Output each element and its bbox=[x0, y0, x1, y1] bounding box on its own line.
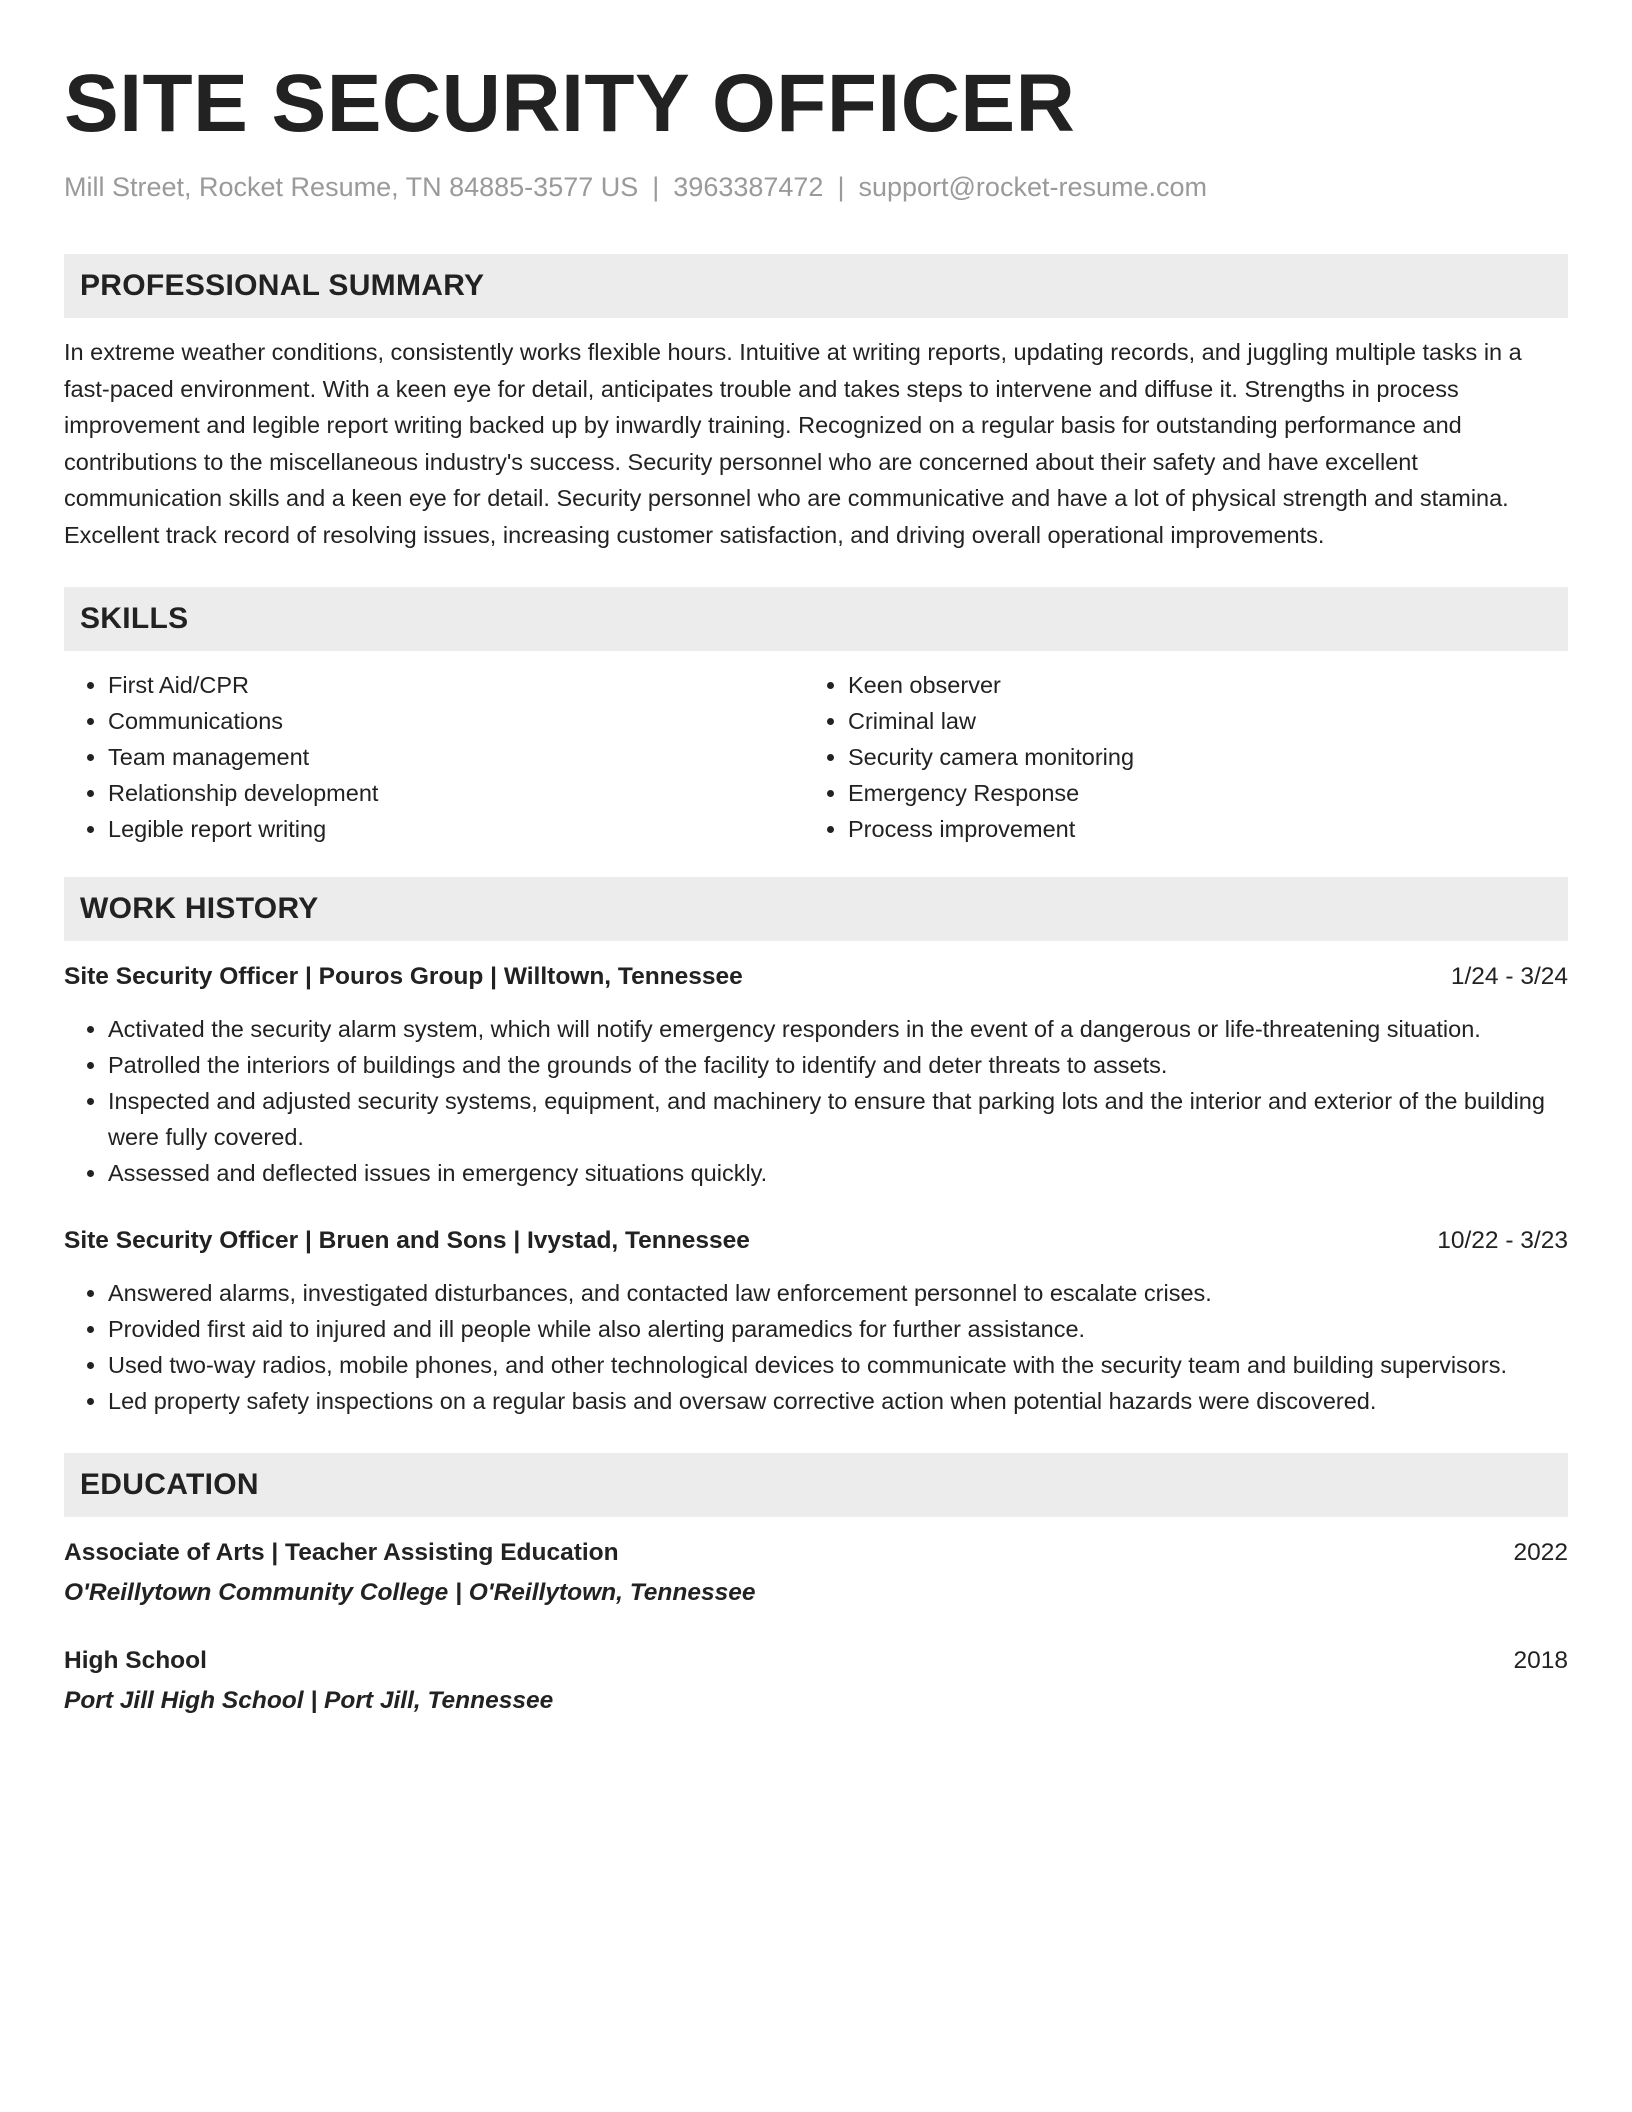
skill-item: • Communications bbox=[108, 703, 804, 739]
skill-item: • Relationship development bbox=[108, 775, 804, 811]
job-bullet: • Activated the security alarm system, which will notify emergency responders in the event of a dangerous or life-threatening situation. bbox=[108, 1011, 1568, 1047]
education-header bbox=[64, 1537, 1568, 1569]
job-bullet: • Patrolled the interiors of buildings and the grounds of the facility to identify and deter threats to assets. bbox=[108, 1047, 1568, 1083]
education-header bbox=[64, 1645, 1568, 1677]
skill-item: • Keen observer bbox=[848, 667, 1544, 703]
skills-column-right bbox=[804, 667, 1544, 847]
skill-item: • Team management bbox=[108, 739, 804, 775]
job-bullet: • Provided first aid to injured and ill people while also alerting paramedics for further assistance. bbox=[108, 1311, 1568, 1347]
job-title: Site Security Officer | Bruen and Sons | Ivystad, Tennessee bbox=[64, 1227, 750, 1254]
job-bullet: • Led property safety inspections on a regular basis and oversaw corrective action when potential hazards were discovered. bbox=[108, 1383, 1568, 1419]
job-bullet: • Used two-way radios, mobile phones, and other technological devices to communicate with the security team and building supervisors. bbox=[108, 1347, 1568, 1383]
contact-email: support@rocket-resume.com bbox=[858, 172, 1207, 202]
skills-column-left bbox=[64, 667, 804, 847]
work-history-heading: WORK HISTORY bbox=[64, 877, 1568, 941]
job-title: Site Security Officer | Pouros Group | Willtown, Tennessee bbox=[64, 963, 743, 990]
job-header bbox=[64, 961, 1568, 993]
education-degree: High School bbox=[64, 1647, 207, 1674]
job-bullet: • Inspected and adjusted security systems, equipment, and machinery to ensure that parking lots and the interior and exterior of the building were fully covered. bbox=[108, 1083, 1568, 1155]
summary-heading: PROFESSIONAL SUMMARY bbox=[64, 254, 1568, 318]
job-entry bbox=[64, 961, 1568, 1191]
skill-item: • Legible report writing bbox=[108, 811, 804, 847]
education-year: 2018 bbox=[1513, 1647, 1568, 1674]
skill-item: • Emergency Response bbox=[848, 775, 1544, 811]
job-date: 10/22 - 3/23 bbox=[1437, 1227, 1568, 1254]
education-heading: EDUCATION bbox=[64, 1453, 1568, 1517]
skill-item: • Criminal law bbox=[848, 703, 1544, 739]
job-bullet: • Answered alarms, investigated disturbances, and contacted law enforcement personnel to escalate crises. bbox=[108, 1275, 1568, 1311]
education-school: O'Reillytown Community College | O'Reillytown, Tennessee bbox=[64, 1579, 756, 1606]
education-entry bbox=[64, 1537, 1568, 1609]
job-bullet: • Assessed and deflected issues in emergency situations quickly. bbox=[108, 1155, 1568, 1191]
contact-separator: | bbox=[652, 172, 660, 202]
skills-list bbox=[64, 667, 1568, 847]
job-bullets bbox=[64, 1011, 1568, 1191]
job-entry bbox=[64, 1225, 1568, 1419]
candidate-name: SITE SECURITY OFFICER bbox=[64, 58, 1076, 149]
skill-item: • Security camera monitoring bbox=[848, 739, 1544, 775]
contact-separator: | bbox=[837, 172, 845, 202]
job-date: 1/24 - 3/24 bbox=[1450, 963, 1568, 990]
skill-item: • Process improvement bbox=[848, 811, 1544, 847]
job-bullets bbox=[64, 1275, 1568, 1419]
contact-phone: 3963387472 bbox=[673, 172, 824, 202]
education-degree: Associate of Arts | Teacher Assisting Education bbox=[64, 1539, 619, 1566]
education-entry bbox=[64, 1645, 1568, 1717]
summary-text: In extreme weather conditions, consistently works flexible hours. Intuitive at writing reports, updating records, and juggling multiple tasks in a fast-paced environment. With a keen eye for detail, anticipates trouble and takes steps to intervene and diffuse it. Strengths in process improvement and legible report writing backed up by inwardly training. Recognized on a regular basis for outstanding performance and contributions to the miscellaneous industry's success. Security personnel who are concerned about their safety and have excellent communication skills and a keen eye for detail. Security personnel who are communicative and have a lot of physical strength and stamina. Excellent track record of resolving issues, increasing customer satisfaction, and driving overall operational improvements. bbox=[64, 339, 1522, 548]
education-school: Port Jill High School | Port Jill, Tennessee bbox=[64, 1687, 554, 1714]
skills-heading: SKILLS bbox=[64, 587, 1568, 651]
contact-line bbox=[64, 170, 1568, 204]
education-year: 2022 bbox=[1513, 1539, 1568, 1566]
contact-address: Mill Street, Rocket Resume, TN 84885-3577 US bbox=[64, 172, 639, 202]
job-header bbox=[64, 1225, 1568, 1257]
skill-item: • First Aid/CPR bbox=[108, 667, 804, 703]
